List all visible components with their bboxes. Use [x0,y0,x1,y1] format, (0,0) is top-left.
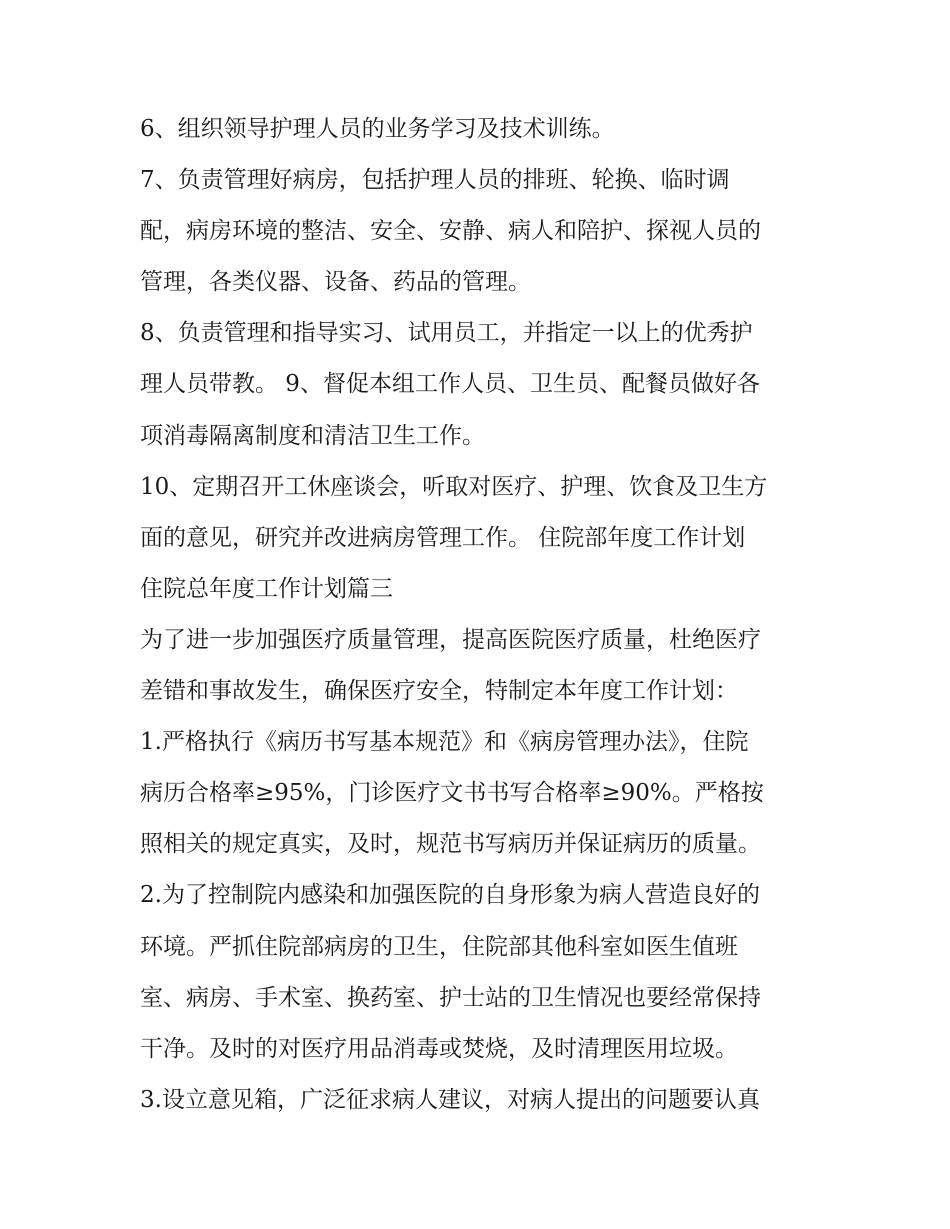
document-body [140,104,840,1126]
text-line: 2.为了控制院内感染和加强医院的自身形象为病人营造良好的 [140,882,760,909]
text-line: 为了进一步加强医疗质量管理，提高医院医疗质量，杜绝医疗 [140,626,761,653]
text-line: 10、定期召开工休座谈会，听取对医疗、护理、饮食及卫生方 [140,473,768,500]
text-line: 差错和事故发生，确保医疗安全，特制定本年度工作计划： [140,678,738,705]
text-line: 干净。及时的对医疗用品消毒或焚烧，及时清理医用垃圾。 [140,1035,738,1062]
text-line: 项消毒隔离制度和清洁卫生工作。 [140,422,485,449]
text-line: 照相关的规定真实，及时，规范书写病历并保证病历的质量。 [140,831,761,858]
section-title: 住院总年度工作计划篇三 [140,575,393,602]
text-line: 3.设立意见箱，广泛征求病人建议，对病人提出的问题要认真 [140,1086,760,1113]
text-line: 面的意见，研究并改进病房管理工作。 住院部年度工作计划 [140,524,746,551]
text-line: 室、病房、手术室、换药室、护士站的卫生情况也要经常保持 [140,984,761,1011]
text-line: 病历合格率≥95%，门诊医疗文书书写合格率≥90%。严格按 [140,780,764,807]
text-line: 理人员带教。 9、督促本组工作人员、卫生员、配餐员做好各 [140,371,760,398]
text-line: 管理，各类仪器、设备、药品的管理。 [140,269,531,296]
text-line: 环境。严抓住院部病房的卫生，住院部其他科室如医生值班 [140,933,738,960]
text-line: 6、组织领导护理人员的业务学习及技术训练。 [140,116,615,142]
text-line: 8、负责管理和指导实习、试用员工，并指定一以上的优秀护 [140,320,753,347]
text-line: 7、负责管理好病房，包括护理人员的排班、轮换、临时调 [140,167,730,194]
text-line: 1.严格执行《病历书写基本规范》和《病房管理办法》，住院 [140,729,749,756]
text-line: 配，病房环境的整洁、安全、安静、病人和陪护、探视人员的 [140,218,761,245]
